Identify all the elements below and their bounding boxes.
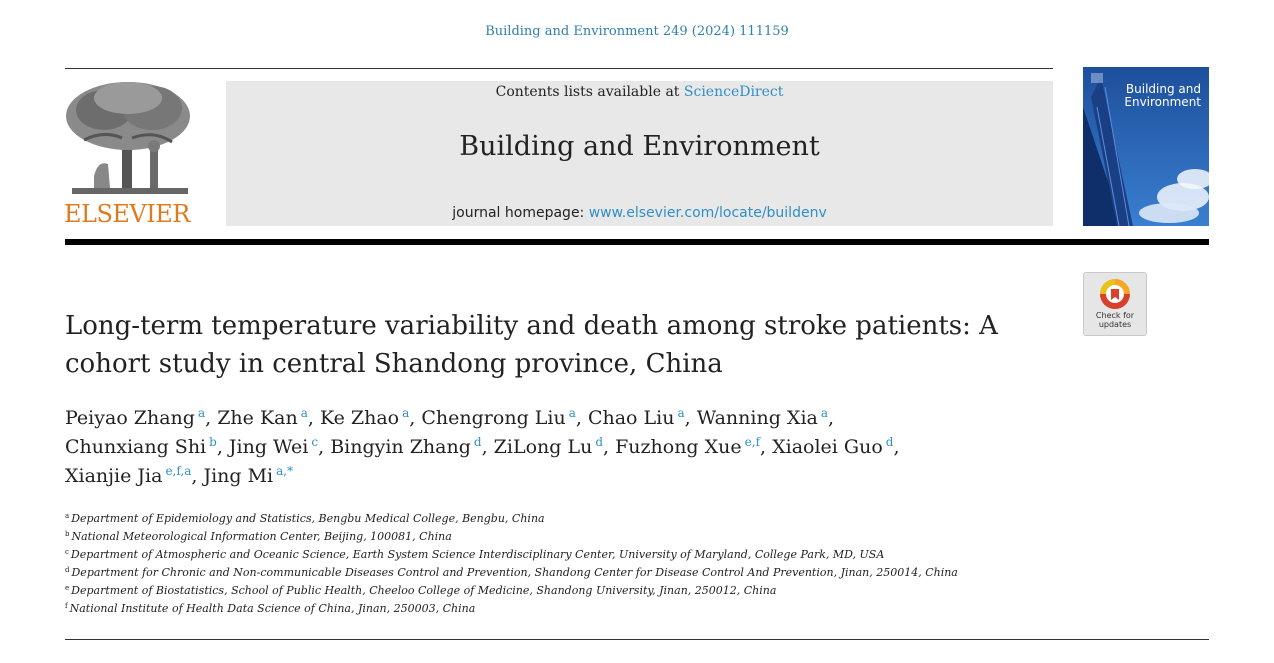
author-affiliation-marker[interactable]: d: [595, 435, 603, 449]
contents-line: [226, 84, 1053, 100]
affiliation-item: [65, 582, 1075, 600]
affiliation-text: Department of Atmospheric and Oceanic Science, Earth System Science Interdisciplinary Center, University of Maryland, College Park, MD, USA: [70, 548, 885, 561]
affiliation-key: b: [65, 530, 70, 538]
check-updates-icon: [1084, 275, 1146, 315]
author-affiliation-marker[interactable]: a,*: [276, 464, 294, 478]
author-name[interactable]: Chunxiang Shi: [65, 436, 207, 458]
affiliation-list: [65, 510, 1075, 618]
homepage-prefix: journal homepage:: [452, 205, 585, 221]
author-affiliation-marker[interactable]: b: [209, 435, 217, 449]
author-name[interactable]: Chengrong Liu: [421, 407, 566, 429]
affiliation-key: a: [65, 512, 70, 520]
check-updates-label: [1084, 311, 1146, 329]
elsevier-logo[interactable]: [64, 80, 196, 226]
sciencedirect-link[interactable]: ScienceDirect: [683, 84, 784, 100]
author-affiliation-marker[interactable]: c: [311, 435, 319, 449]
author-list: Peiyao Zhang $^a$, Zhe Kan $^a$, Ke Zhao $^a$, Chengrong Liu $^a$, Chao Liu $^a$, Wanning Xia $^a$, Chunxiang Shi $^b$, Jing Wei $^c$, Bingyin Zhang $^d$, ZiLong Lu $^d$, Fuzhong Xue $^{e,f}$, Xiaolei Guo $^d$, Xianjie Jia $^{e,f,a}$, Jing Mi $^{a,*}$: [65, 406, 900, 487]
article-title-line2: cohort study in central Shandong province, China: [65, 349, 723, 379]
header-divider: [65, 68, 1053, 69]
check-updates-line2: updates: [1098, 320, 1132, 329]
author-name[interactable]: Wanning Xia: [696, 407, 818, 429]
affiliation-text: Department of Epidemiology and Statistics, Bengbu Medical College, Bengbu, China: [71, 512, 545, 525]
author-name[interactable]: Ke Zhao: [319, 407, 400, 429]
affiliation-item: [65, 510, 1075, 528]
affiliation-item: [65, 528, 1075, 546]
affiliation-item: [65, 564, 1075, 582]
article-title-line1: Long-term temperature variability and death among stroke patients: A: [65, 311, 998, 341]
affiliation-item: [65, 546, 1075, 564]
author-name[interactable]: Fuzhong Xue: [615, 436, 742, 458]
author-affiliation-marker[interactable]: a: [820, 406, 828, 420]
author-name[interactable]: Xianjie Jia: [65, 465, 163, 487]
affiliation-text: Department for Chronic and Non-communicable Diseases Control and Prevention, Shandong Center for Disease Control And Prevention, Jinan, 250014, China: [71, 566, 958, 579]
author-name[interactable]: Peiyao Zhang: [65, 407, 195, 429]
affiliation-text: National Institute of Health Data Science of China, Jinan, 250003, China: [69, 602, 476, 615]
author-name[interactable]: Zhe Kan: [217, 407, 298, 429]
journal-banner: [226, 81, 1053, 226]
journal-title: Building and Environment: [459, 131, 820, 162]
journal-citation[interactable]: Building and Environment 249 (2024) 111159: [485, 24, 789, 39]
author-affiliation-marker[interactable]: a: [197, 406, 206, 420]
article-title: [65, 307, 1065, 383]
publisher-wordmark: ELSEVIER: [64, 200, 190, 228]
affiliation-key: c: [65, 548, 69, 556]
affiliation-key: f: [65, 602, 68, 610]
author-affiliation-marker[interactable]: e,f: [744, 435, 761, 449]
author-affiliation-marker[interactable]: a: [568, 406, 576, 420]
author-name[interactable]: Xiaolei Guo: [772, 436, 883, 458]
affiliation-text: National Meteorological Information Center, Beijing, 100081, China: [71, 530, 452, 543]
author-affiliation-marker[interactable]: d: [473, 435, 482, 449]
affiliation-item: [65, 600, 1075, 618]
author-name[interactable]: Chao Liu: [587, 407, 675, 429]
elsevier-tree-icon: [64, 80, 196, 198]
author-name[interactable]: Bingyin Zhang: [330, 436, 471, 458]
journal-cover[interactable]: [1083, 67, 1209, 226]
cover-title: Building and Environment: [1124, 82, 1201, 109]
footer-rule: [65, 639, 1209, 640]
check-for-updates-button[interactable]: [1083, 272, 1147, 336]
contents-prefix: Contents lists available at: [495, 84, 680, 100]
author-name[interactable]: Jing Mi: [203, 465, 274, 487]
author-affiliation-marker[interactable]: a: [402, 406, 410, 420]
homepage-line: [226, 205, 1053, 221]
check-updates-line1: Check for: [1095, 311, 1135, 320]
affiliation-text: Department of Biostatistics, School of Public Health, Cheeloo College of Medicine, Shandong University, Jinan, 250012, China: [71, 584, 777, 597]
author-name[interactable]: Jing Wei: [228, 436, 309, 458]
author-affiliation-marker[interactable]: a: [677, 406, 685, 420]
author-affiliation-marker[interactable]: a: [300, 406, 308, 420]
affiliation-key: d: [65, 566, 70, 574]
header-thick-rule: [65, 239, 1209, 245]
affiliation-key: e: [65, 584, 70, 592]
homepage-link[interactable]: www.elsevier.com/locate/buildenv: [588, 205, 827, 221]
author-name[interactable]: ZiLong Lu: [493, 436, 593, 458]
author-affiliation-marker[interactable]: e,f,a: [165, 464, 192, 478]
author-affiliation-marker[interactable]: d: [885, 435, 894, 449]
